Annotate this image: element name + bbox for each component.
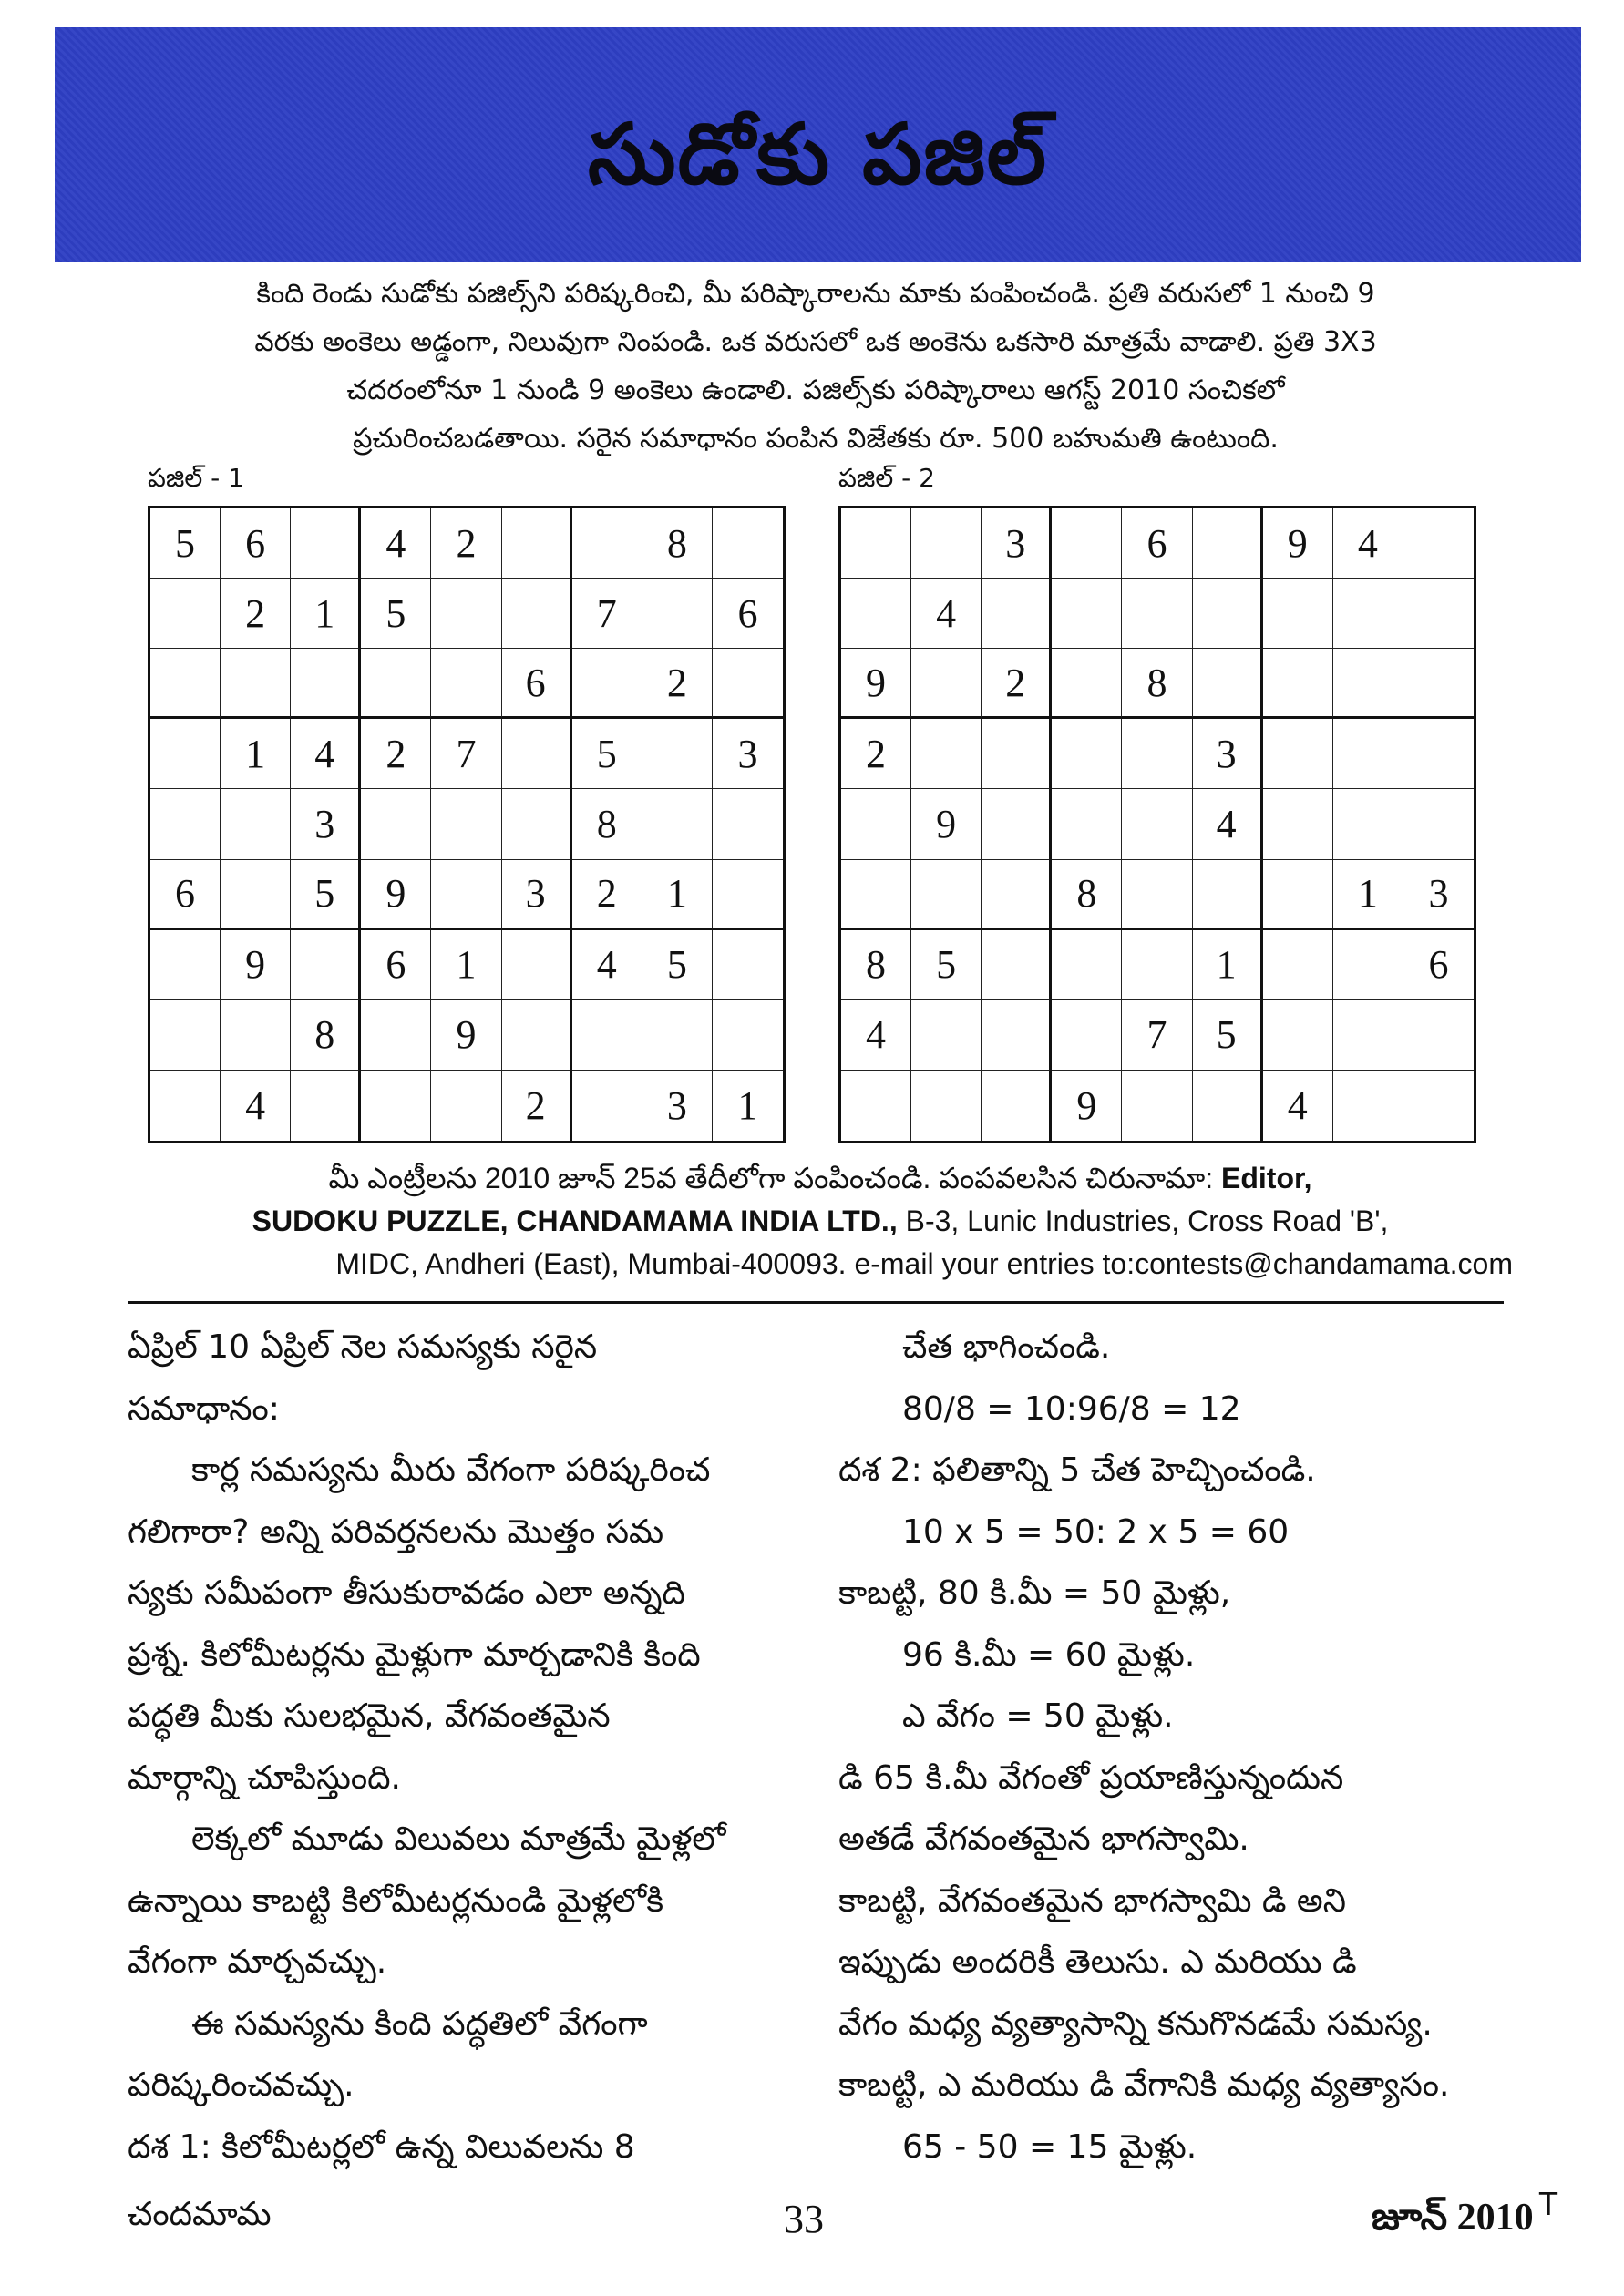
sudoku-cell [841,860,911,930]
sudoku-cell [713,789,783,859]
solution-line: సమాధానం: [128,1389,280,1428]
sudoku-cell: 3 [1403,860,1474,930]
sudoku-cell [431,649,501,719]
sudoku-cell [982,579,1052,649]
sudoku-cell: 5 [291,860,361,930]
sudoku-cell [1403,508,1474,579]
sudoku-cell [713,860,783,930]
solution-line: ఇప్పుడు అందరికీ తెలుసు. ఎ మరియు డి [838,1943,1357,1981]
sudoku-cell: 1 [642,860,713,930]
sudoku-cell [361,1071,431,1141]
sudoku-cell [982,930,1052,1000]
sudoku-cell [1263,719,1333,789]
sudoku-cell [713,649,783,719]
sudoku-cell [361,1000,431,1071]
sudoku-cell [1122,930,1192,1000]
sudoku-cell: 6 [1122,508,1192,579]
sudoku-cell [841,1071,911,1141]
sudoku-cell [291,508,361,579]
sudoku-cell [982,789,1052,859]
sudoku-cell: 4 [221,1071,291,1141]
sudoku-cell [1052,930,1122,1000]
solution-line: మార్గాన్ని చూపిస్తుంది. [128,1758,401,1797]
corner-mark: T [1538,2185,1558,2222]
sudoku-cell: 8 [1122,649,1192,719]
sudoku-cell: 4 [291,719,361,789]
sudoku-cell [431,789,501,859]
sudoku-cell [502,508,572,579]
sudoku-cell [841,579,911,649]
sudoku-cell [982,1000,1052,1071]
sudoku-cell [150,930,221,1000]
sudoku-cell [1333,1071,1403,1141]
sudoku-cell [1122,719,1192,789]
intro-instructions [137,270,1495,463]
intro-line: చదరంలోనూ 1 నుండి 9 అంకెలు ఉండాలి. పజిల్స్‌కు పరిష్కారాలు ఆగస్ట్ 2010 సంచికలో [346,374,1285,406]
sudoku-cell: 3 [713,719,783,789]
sudoku-cell [361,789,431,859]
solution-line: దశ 2: ఫలితాన్ని 5 చేత హెచ్చించండి. [838,1451,1316,1489]
sudoku-cell [502,719,572,789]
sudoku-cell [1052,1000,1122,1071]
solution-line: 65 - 50 = 15 మైళ్లు. [902,2127,1197,2166]
sudoku-cell [1403,719,1474,789]
sudoku-cell [1263,860,1333,930]
magazine-name: చందమామ [128,2196,272,2233]
sudoku-cell: 9 [1052,1071,1122,1141]
solution-line: డి 65 కి.మీ వేగంతో ప్రయాణిస్తున్నందున [838,1758,1344,1797]
sudoku-cell [572,1071,642,1141]
sudoku-cell: 3 [982,508,1052,579]
sudoku-cell [502,930,572,1000]
solution-line: గలిగారా? అన్ని పరివర్తనలను మొత్తం సమ [128,1512,664,1551]
entry-deadline-text: మీ ఎంట్రీలను 2010 జూన్ 25వ తేదీలోగా పంపించండి. పంపవలసిన చిరునామా: [328,1162,1221,1194]
sudoku-cell [1333,579,1403,649]
sudoku-cell [361,649,431,719]
solution-line: పద్ధతి మీకు సులభమైన, వేగవంతమైన [128,1697,611,1735]
puzzle-1-label: పజిల్ - 1 [148,463,244,493]
sudoku-cell [713,930,783,1000]
sudoku-cell [1193,579,1263,649]
sudoku-cell [1122,860,1192,930]
sudoku-cell: 4 [572,930,642,1000]
sudoku-cell: 2 [431,508,501,579]
sudoku-cell: 6 [502,649,572,719]
sudoku-cell [291,1071,361,1141]
sudoku-cell [1403,649,1474,719]
sudoku-cell [291,930,361,1000]
sudoku-cell [1263,579,1333,649]
sudoku-cell: 6 [221,508,291,579]
solution-line: 10 x 5 = 50: 2 x 5 = 60 [902,1512,1290,1551]
sudoku-cell: 1 [1333,860,1403,930]
sudoku-cell [713,508,783,579]
sudoku-cell [1193,649,1263,719]
sudoku-cell: 4 [1193,789,1263,859]
sudoku-cell: 7 [1122,1000,1192,1071]
page-title: సుడోకు పజిల్ [588,106,1048,203]
solution-line: ఏప్రిల్ 10 ఏప్రిల్ నెల సమస్యకు సరైన [128,1328,598,1366]
sudoku-cell [1122,579,1192,649]
sudoku-cell [150,579,221,649]
sudoku-cell [1333,1000,1403,1071]
sudoku-cell [1052,579,1122,649]
sudoku-cell [502,1000,572,1071]
sudoku-cell [642,719,713,789]
sudoku-cell: 9 [361,860,431,930]
sudoku-cell [221,789,291,859]
sudoku-cell: 7 [572,579,642,649]
sudoku-cell [1333,789,1403,859]
sudoku-cell [291,649,361,719]
sudoku-cell: 5 [150,508,221,579]
address-email-line: MIDC, Andheri (East), Mumbai-400093. e-mail your entries to:contests@chandamama.com [335,1247,1513,1280]
sudoku-cell [841,789,911,859]
solution-line: ఎ వేగం = 50 మైళ్లు. [902,1697,1174,1735]
sudoku-cell [911,1071,982,1141]
sudoku-cell [911,719,982,789]
solution-line: దశ 1: కిలోమీటర్లలో ఉన్న విలువలను 8 [128,2127,635,2166]
sudoku-cell [150,1071,221,1141]
title-banner [55,27,1581,262]
sudoku-cell [1333,649,1403,719]
solution-line: కార్ల సమస్యను మీరు వేగంగా పరిష్కరించ [191,1451,711,1489]
sudoku-cell: 3 [1193,719,1263,789]
solution-line: వేగంగా మార్చవచ్చు. [128,1943,387,1981]
sudoku-cell: 4 [1263,1071,1333,1141]
sudoku-cell: 9 [841,649,911,719]
sudoku-cell: 2 [841,719,911,789]
sudoku-cell [150,1000,221,1071]
sudoku-cell [1052,649,1122,719]
sudoku-grid-2 [838,506,1476,1143]
sudoku-cell [1263,649,1333,719]
sudoku-cell [1333,930,1403,1000]
sudoku-cell [642,789,713,859]
sudoku-cell: 7 [431,719,501,789]
sudoku-cell [572,508,642,579]
sudoku-cell [1122,1071,1192,1141]
sudoku-cell: 1 [431,930,501,1000]
sudoku-cell: 9 [1263,508,1333,579]
page-number: 33 [784,2197,824,2241]
issue-date: జూన్ 2010 [1372,2197,1534,2239]
sudoku-cell [642,1000,713,1071]
sudoku-cell: 2 [221,579,291,649]
address-line: B-3, Lunic Industries, Cross Road 'B', [897,1204,1389,1237]
solution-line: ఉన్నాయి కాబట్టి కిలోమీటర్లనుండి మైళ్లలోకి [128,1881,664,1920]
sudoku-cell: 5 [361,579,431,649]
sudoku-cell: 6 [1403,930,1474,1000]
solution-line: ప్రశ్న. కిలోమీటర్లను మైళ్లుగా మార్చడానికి కింది [128,1635,701,1674]
solution-line: చేత భాగించండి. [902,1328,1111,1366]
sudoku-cell: 2 [982,649,1052,719]
sudoku-cell [1403,1000,1474,1071]
sudoku-grid-1 [148,506,786,1143]
sudoku-cell [1193,860,1263,930]
sudoku-cell [572,1000,642,1071]
sudoku-cell: 8 [1052,860,1122,930]
sudoku-cell: 4 [911,579,982,649]
sudoku-cell [1052,789,1122,859]
solution-line: అతడే వేగవంతమైన భాగస్వామి. [838,1820,1249,1858]
sudoku-cell: 2 [572,860,642,930]
sudoku-cell [221,860,291,930]
sudoku-cell: 5 [1193,1000,1263,1071]
sudoku-cell [150,649,221,719]
sudoku-cell [1403,789,1474,859]
sudoku-cell: 1 [291,579,361,649]
sudoku-cell: 2 [502,1071,572,1141]
sudoku-cell [1263,1000,1333,1071]
sudoku-cell [1403,1071,1474,1141]
sudoku-cell [1263,930,1333,1000]
sudoku-cell: 1 [737,1082,758,1128]
sudoku-cell [1193,1071,1263,1141]
sudoku-cell [1403,579,1474,649]
sudoku-cell [502,579,572,649]
page-footer [0,2185,1624,2250]
sudoku-cell [221,649,291,719]
sudoku-cell [982,719,1052,789]
publisher-name: SUDOKU PUZZLE, CHANDAMAMA INDIA LTD., [252,1204,898,1237]
sudoku-cell [841,508,911,579]
sudoku-cell [1052,719,1122,789]
sudoku-cell [1052,508,1122,579]
sudoku-cell [642,579,713,649]
sudoku-cell [1193,508,1263,579]
sudoku-cell: 5 [911,930,982,1000]
sudoku-cell: 6 [150,860,221,930]
sudoku-cell: 8 [642,508,713,579]
solution-column-right [838,1317,1513,2178]
sudoku-cell [150,719,221,789]
solution-line: వేగం మధ్య వ్యత్యాసాన్ని కనుగొనడమే సమస్య. [838,2004,1433,2043]
sudoku-cell: 9 [431,1000,501,1071]
solution-line: పరిష్కరించవచ్చు. [128,2066,355,2104]
sudoku-cell [221,1000,291,1071]
section-divider [128,1301,1504,1304]
solution-line: కాబట్టి, ఎ మరియు డి వేగానికి మధ్య వ్యత్యాసం. [838,2066,1450,2104]
sudoku-cell: 1 [1193,930,1263,1000]
solution-line: 80/8 = 10:96/8 = 12 [902,1389,1241,1428]
sudoku-cell [1263,789,1333,859]
sudoku-cell [911,1000,982,1071]
entry-address [128,1157,1513,1286]
sudoku-cell: 3 [502,860,572,930]
sudoku-cell: 6 [713,579,783,649]
editor-label: Editor, [1221,1162,1312,1194]
solution-line: కాబట్టి, వేగవంతమైన భాగస్వామి డి అని [838,1881,1347,1920]
sudoku-cell: 6 [361,930,431,1000]
sudoku-cell [1122,789,1192,859]
puzzle-2-label: పజిల్ - 2 [838,463,935,493]
sudoku-cell [150,789,221,859]
solution-line: 96 కి.మీ = 60 మైళ్లు. [902,1635,1196,1674]
sudoku-cell: 3 [291,789,361,859]
sudoku-cell: 4 [1333,508,1403,579]
sudoku-cell [911,860,982,930]
sudoku-cell: 4 [841,1000,911,1071]
sudoku-cell: 5 [642,930,713,1000]
sudoku-cell: 8 [841,930,911,1000]
sudoku-cell [1333,719,1403,789]
solution-column-left [128,1317,793,2178]
sudoku-cell [431,579,501,649]
sudoku-cell: 5 [572,719,642,789]
sudoku-cell [911,508,982,579]
sudoku-cell [911,649,982,719]
sudoku-cell [502,789,572,859]
sudoku-cell [431,1071,501,1141]
sudoku-cell: 9 [221,930,291,1000]
solution-line: లెక్కలో మూడు విలువలు మాత్రమే మైళ్లలో [191,1820,726,1858]
sudoku-cell: 1 [221,719,291,789]
intro-line: వరకు అంకెలు అడ్డంగా, నిలువుగా నింపండి. ఒక వరుసలో ఒక అంకెను ఒకసారి మాత్రమే వాడాలి. ప్రతి 3X3 [254,326,1377,358]
sudoku-cell [982,1071,1052,1141]
sudoku-cell: 4 [361,508,431,579]
intro-line: ప్రచురించబడతాయి. సరైన సమాధానం పంపిన విజేతకు రూ. 500 బహుమతి ఉంటుంది. [353,423,1279,455]
sudoku-cell [713,1000,783,1071]
sudoku-cell: 8 [572,789,642,859]
sudoku-cell [982,860,1052,930]
solution-line: ఈ సమస్యను కింది పద్ధతిలో వేగంగా [191,2004,648,2043]
sudoku-cell: 9 [911,789,982,859]
sudoku-cell: 2 [642,649,713,719]
sudoku-cell: 3 [642,1071,713,1141]
sudoku-cell: 8 [291,1000,361,1071]
sudoku-cell: 2 [361,719,431,789]
sudoku-cell [572,649,642,719]
sudoku-cell [431,860,501,930]
solution-line: కాబట్టి, 80 కి.మీ = 50 మైళ్లు, [838,1574,1231,1612]
intro-line: కింది రెండు సుడోకు పజిల్స్‌ని పరిష్కరించి, మీ పరిష్కారాలను మాకు పంపించండి. ప్రతి వరుసలో 1 నుంచి 9 [256,278,1375,310]
solution-line: స్యకు సమీపంగా తీసుకురావడం ఎలా అన్నది [128,1574,685,1612]
